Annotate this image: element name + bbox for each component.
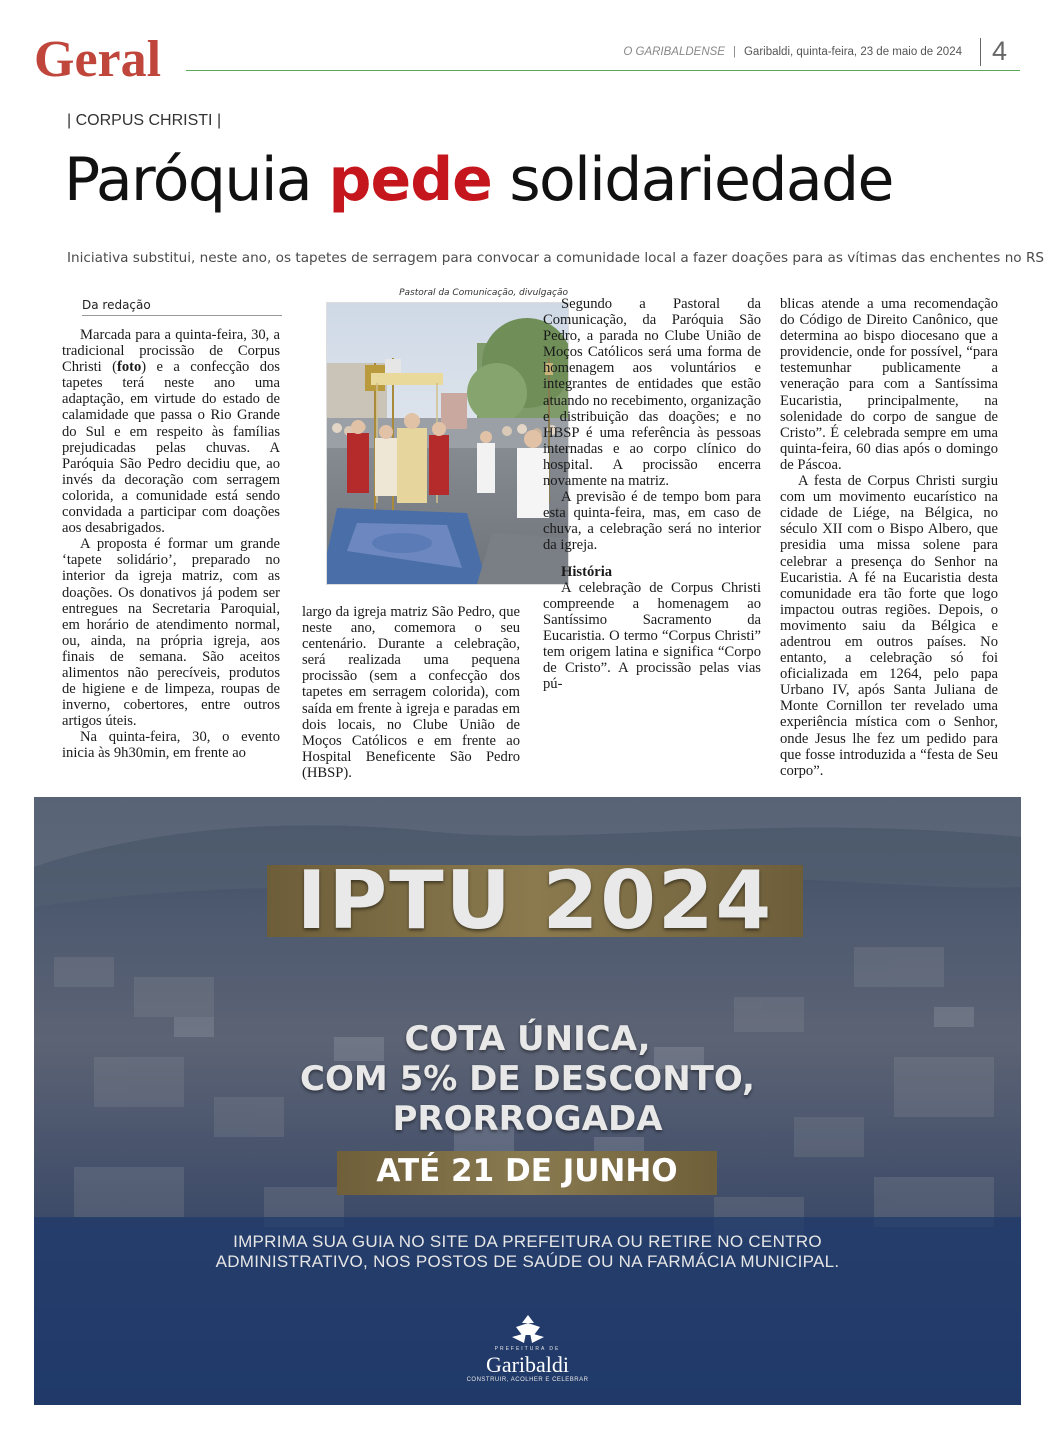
article-column-4 xyxy=(780,296,998,779)
headline xyxy=(64,140,893,220)
paragraph: A previsão é de tempo bom para esta quinta-feira, mas, em caso de chuva, a celebração será no interior da igreja. xyxy=(543,489,761,554)
kicker: | CORPUS CHRISTI | xyxy=(67,112,222,129)
logo-slogan: CONSTRUIR, ACOLHER E CELEBRAR xyxy=(466,1377,589,1383)
page-number-divider xyxy=(980,38,981,66)
text-run: Marcada para a quinta-feira, 30, a tradicional procissão de Corpus Christi ( xyxy=(62,327,280,376)
paragraph: A celebração de Corpus Christi compreende a homenagem ao Santíssimo Sacramento da Eucaristia. O termo “Corpus Christi” tem origem latina e significa “Corpo de Cristo”. A procissão pelas vias pú- xyxy=(543,579,761,693)
paragraph: Segundo a Pastoral da Comunicação, da Paróquia São Pedro, a parada no Clube União de Moços Católicos será uma forma de homenagem aos voluntários e integrantes de entidades que estão atuando no recebimento, organização e distribuição das doações; e no HBSP é uma referência às pessoas internadas e ao corpo clínico do hospital. A procissão encerra novamente na matriz. xyxy=(543,296,761,490)
photo-credit: Pastoral da Comunicação, divulgação xyxy=(399,288,568,298)
text-run: ) e a confecção dos tapetes terá neste ano uma adaptação, em virtude do estado de calamidade que passa o Rio Grande do Sul e em respeito às famílias prejudicadas pelas chuvas. A Paróquia São Pedro decidiu que, ao invés da decoração com serragem colorida, a comunidade está sendo convidada a participar com doações aos desabrigados. xyxy=(62,359,280,537)
garibaldi-logo-icon xyxy=(508,1313,548,1345)
logo-prefix: PREFEITURA DE xyxy=(494,1346,561,1352)
page-number: 4 xyxy=(992,36,1008,66)
place-date: Garibaldi, quinta-feira, 23 de maio de 2024 xyxy=(743,46,962,58)
byline: Da redação xyxy=(82,298,151,312)
procession-photo xyxy=(326,302,569,585)
paragraph xyxy=(62,327,280,536)
header-rule xyxy=(186,70,1020,71)
section-label: Geral xyxy=(34,31,162,88)
ad-line-3: PRORROGADA xyxy=(392,1099,663,1139)
publication-name: O GARIBALDENSE xyxy=(623,46,725,58)
article-column-1 xyxy=(62,327,280,762)
ad-line-2: COM 5% DE DESCONTO, xyxy=(300,1059,755,1099)
paragraph: Na quinta-feira, 30, o evento inicia às 9h30min, em frente ao xyxy=(62,729,280,762)
ad-note-line-1: IMPRIMA SUA GUIA NO SITE DA PREFEITURA OU RETIRE NO CENTRO xyxy=(233,1232,822,1251)
paragraph: A festa de Corpus Christi surgiu com um movimento eucarístico na cidade de Liége, na Bélgica, no século XII com o Bispo Albero, que presidia uma missa solene para celebrar a presença do Senhor na Eucaristia. A fé na Eucaristia desta comunidade era tão forte que logo impactou outras regiões. Depois, o movimento saiu da Bélgica e adentrou em outros países. No entanto, a celebração só foi oficializada em 1264, pelo papa Urbano IV, após Santa Juliana de Monte Cornillon ter revelado uma experiência mística com o Senhor, onde Jesus lhe fez um pedido para que fosse introduzida a “festa de Seu corpo”. xyxy=(780,473,998,779)
headline-part2: solidariedade xyxy=(491,145,893,215)
paragraph: largo da igreja matriz São Pedro, que neste ano, comemora o seu centenário. Durante a celebração, será realizada uma pequena procissão (sem a confecção dos tapetes em serragem colorida), com saída em frente à igreja e paradas em dois locais, no Clube União de Moços Católicos e em frente ao Hospital Beneficente São Pedro (HBSP). xyxy=(302,604,520,781)
bold-text: foto xyxy=(116,359,142,376)
header-meta xyxy=(623,46,962,58)
subtitle: Iniciativa substitui, neste ano, os tapetes de serragem para convocar a comunidade local a fazer doações para as vítimas das enchentes no RS xyxy=(67,250,1045,266)
ad-note-line-2: ADMINISTRATIVO, NOS POSTOS DE SAÚDE OU NA FARMÁCIA MUNICIPAL. xyxy=(215,1252,840,1271)
ad-line-1: COTA ÚNICA, xyxy=(404,1019,651,1059)
headline-part1: Paróquia xyxy=(64,145,329,215)
ad-deadline: ATÉ 21 DE JUNHO xyxy=(376,1153,678,1189)
headline-highlight: pede xyxy=(328,145,492,215)
article-column-3 xyxy=(543,296,761,692)
section-heading: História xyxy=(561,563,613,580)
iptu-advertisement xyxy=(34,797,1021,1405)
paragraph: blicas atende a uma recomendação do Código de Direito Canônico, que determina ao bispo diocesano que a providencie, onde for possível, “para testemunhar publicamente a veneração para com a Santíssima Eucaristia, principalmente, na solenidade do corpo de sangue de Cristo”. É celebrada sempre em uma quinta-feira, 60 dias após o domingo de Páscoa. xyxy=(780,296,998,473)
paragraph: A proposta é formar um grande ‘tapete solidário’, preparado no interior da igreja matriz, com as doações. Os donativos já podem ser entregues na Secretaria Paroquial, em horário de atendimento normal, ou, ainda, na própria igreja, aos finais de semana. São aceitos alimentos não perecíveis, produtos de higiene e de limpeza, roupas de inverno, cobertores, entre outros artigos úteis. xyxy=(62,536,280,730)
header-separator: | xyxy=(732,46,736,58)
byline-rule xyxy=(82,315,282,316)
article-column-2 xyxy=(302,604,520,781)
procession-photo-illustration xyxy=(327,303,568,584)
logo-city: Garibaldi xyxy=(485,1352,570,1377)
ad-title: IPTU 2024 xyxy=(296,854,774,947)
